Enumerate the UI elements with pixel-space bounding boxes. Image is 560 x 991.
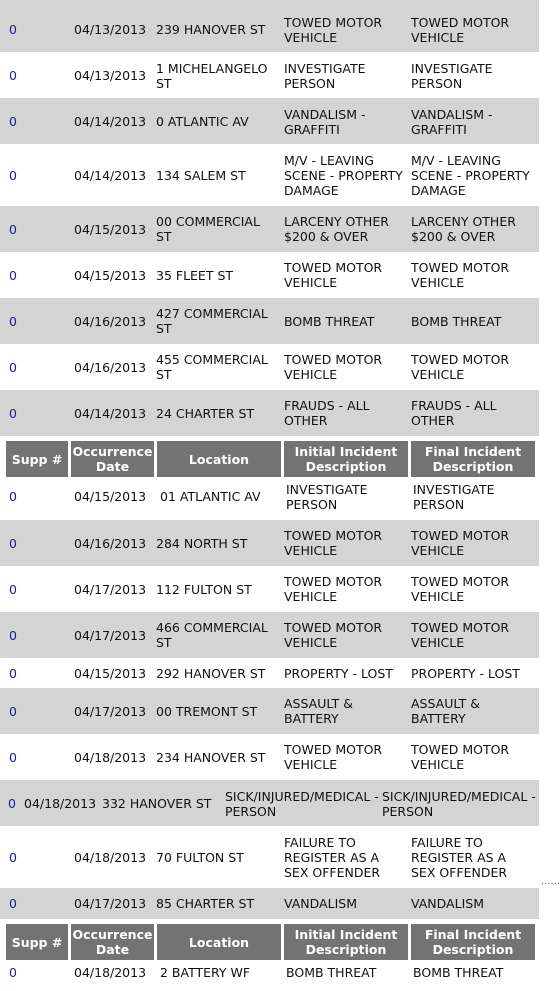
final-description: BOMB THREAT xyxy=(413,965,504,980)
initial-description: FAILURE TO REGISTER AS A SEX OFFENDER xyxy=(284,835,381,880)
final-description: VANDALISM - GRAFFITI xyxy=(411,107,493,137)
occurrence-date: 04/17/2013 xyxy=(74,582,147,597)
location: 466 COMMERCIAL ST xyxy=(156,620,268,650)
table-row xyxy=(0,98,539,144)
header-initial-description: Initial Incident Description xyxy=(284,924,408,960)
table-row xyxy=(0,52,539,98)
location: 85 CHARTER ST xyxy=(156,896,255,911)
initial-description: TOWED MOTOR VEHICLE xyxy=(284,574,383,604)
location: 284 NORTH ST xyxy=(156,536,248,551)
location: 70 FULTON ST xyxy=(156,850,244,865)
final-description: FAILURE TO REGISTER AS A SEX OFFENDER xyxy=(411,835,508,880)
initial-description: TOWED MOTOR VEHICLE xyxy=(284,15,383,45)
header-final-description: Final Incident Description xyxy=(411,924,535,960)
initial-description: TOWED MOTOR VEHICLE xyxy=(284,528,383,558)
table-row xyxy=(0,390,539,436)
initial-description: FRAUDS - ALL OTHER xyxy=(284,398,370,428)
overflow-marker: ...... xyxy=(541,876,560,887)
location: 427 COMMERCIAL ST xyxy=(156,306,268,336)
location: 35 FLEET ST xyxy=(156,268,234,283)
initial-description: VANDALISM xyxy=(284,896,357,911)
occurrence-date: 04/13/2013 xyxy=(74,22,147,37)
final-description: SICK/INJURED/MEDICAL - PERSON xyxy=(382,789,536,819)
table-header xyxy=(0,924,539,960)
initial-description: TOWED MOTOR VEHICLE xyxy=(284,620,383,650)
location: 00 COMMERCIAL ST xyxy=(156,214,260,244)
header-supp: Supp # xyxy=(6,441,68,477)
occurrence-date: 04/16/2013 xyxy=(74,314,147,329)
location: 01 ATLANTIC AV xyxy=(160,489,261,504)
occurrence-date: 04/15/2013 xyxy=(74,666,147,681)
occurrence-date: 04/18/2013 xyxy=(74,750,147,765)
header-supp: Supp # xyxy=(6,924,68,960)
location: 239 HANOVER ST xyxy=(156,22,266,37)
supp-number-link[interactable]: 0 xyxy=(9,628,17,643)
initial-description: LARCENY OTHER $200 & OVER xyxy=(284,214,389,244)
occurrence-date: 04/17/2013 xyxy=(74,704,147,719)
final-description: VANDALISM xyxy=(411,896,484,911)
occurrence-date: 04/15/2013 xyxy=(74,222,147,237)
final-description: TOWED MOTOR VEHICLE xyxy=(411,574,510,604)
occurrence-date: 04/14/2013 xyxy=(74,406,147,421)
table-header xyxy=(0,441,539,477)
final-description: INVESTIGATE PERSON xyxy=(411,61,493,91)
occurrence-date: 04/17/2013 xyxy=(74,896,147,911)
initial-description: PROPERTY - LOST xyxy=(284,666,393,681)
supp-number-link[interactable]: 0 xyxy=(9,68,17,83)
supp-number-link[interactable]: 0 xyxy=(9,965,17,980)
table-row xyxy=(0,734,539,780)
location: 0 ATLANTIC AV xyxy=(156,114,249,129)
location: 332 HANOVER ST xyxy=(102,796,212,811)
final-description: TOWED MOTOR VEHICLE xyxy=(411,620,510,650)
header-location: Location xyxy=(157,924,281,960)
table-row xyxy=(0,688,539,734)
final-description: TOWED MOTOR VEHICLE xyxy=(411,352,510,382)
initial-description: SICK/INJURED/MEDICAL - PERSON xyxy=(225,789,379,819)
occurrence-date: 04/14/2013 xyxy=(74,114,147,129)
final-description: M/V - LEAVING SCENE - PROPERTY DAMAGE xyxy=(411,153,530,198)
location: 00 TREMONT ST xyxy=(156,704,258,719)
supp-number-link[interactable]: 0 xyxy=(9,314,17,329)
table-row xyxy=(0,566,539,612)
occurrence-date: 04/18/2013 xyxy=(24,796,97,811)
final-description: TOWED MOTOR VEHICLE xyxy=(411,528,510,558)
occurrence-date: 04/14/2013 xyxy=(74,168,147,183)
occurrence-date: 04/17/2013 xyxy=(74,628,147,643)
table-row xyxy=(0,520,539,566)
table-row xyxy=(0,144,539,206)
initial-description: ASSAULT & BATTERY xyxy=(284,696,353,726)
final-description: FRAUDS - ALL OTHER xyxy=(411,398,497,428)
occurrence-date: 04/13/2013 xyxy=(74,68,147,83)
final-description: INVESTIGATE PERSON xyxy=(413,482,495,512)
final-description: BOMB THREAT xyxy=(411,314,502,329)
initial-description: INVESTIGATE PERSON xyxy=(286,482,368,512)
supp-number-link[interactable]: 0 xyxy=(9,896,17,911)
header-final-description: Final Incident Description xyxy=(411,441,535,477)
initial-description: INVESTIGATE PERSON xyxy=(284,61,366,91)
supp-number-link[interactable]: 0 xyxy=(9,114,17,129)
table-row xyxy=(0,826,539,888)
header-location: Location xyxy=(157,441,281,477)
supp-number-link[interactable]: 0 xyxy=(9,582,17,597)
table-row xyxy=(0,344,539,390)
initial-description: TOWED MOTOR VEHICLE xyxy=(284,742,383,772)
supp-number-link[interactable]: 0 xyxy=(9,406,17,421)
table-row xyxy=(0,206,539,252)
location: 455 COMMERCIAL ST xyxy=(156,352,268,382)
initial-description: M/V - LEAVING SCENE - PROPERTY DAMAGE xyxy=(284,153,403,198)
final-description: TOWED MOTOR VEHICLE xyxy=(411,260,510,290)
final-description: TOWED MOTOR VEHICLE xyxy=(411,15,510,45)
initial-description: TOWED MOTOR VEHICLE xyxy=(284,260,383,290)
location: 134 SALEM ST xyxy=(156,168,246,183)
header-initial-description: Initial Incident Description xyxy=(284,441,408,477)
occurrence-date: 04/18/2013 xyxy=(74,965,147,980)
supp-number-link[interactable]: 0 xyxy=(9,268,17,283)
occurrence-date: 04/16/2013 xyxy=(74,360,147,375)
location: 2 BATTERY WF xyxy=(160,965,251,980)
table-row xyxy=(0,888,539,919)
supp-number-link[interactable]: 0 xyxy=(9,750,17,765)
table-row xyxy=(0,478,539,520)
location: 1 MICHELANGELO ST xyxy=(156,61,268,91)
supp-number-link[interactable]: 0 xyxy=(9,850,17,865)
supp-number-link[interactable]: 0 xyxy=(9,536,17,551)
supp-number-link[interactable]: 0 xyxy=(9,222,17,237)
location: 24 CHARTER ST xyxy=(156,406,255,421)
final-description: TOWED MOTOR VEHICLE xyxy=(411,742,510,772)
occurrence-date: 04/16/2013 xyxy=(74,536,147,551)
final-description: LARCENY OTHER $200 & OVER xyxy=(411,214,516,244)
initial-description: TOWED MOTOR VEHICLE xyxy=(284,352,383,382)
supp-number-link[interactable]: 0 xyxy=(9,666,17,681)
initial-description: VANDALISM - GRAFFITI xyxy=(284,107,366,137)
table-row xyxy=(0,252,539,298)
header-occurrence-date: Occurrence Date xyxy=(71,441,154,477)
initial-description: BOMB THREAT xyxy=(286,965,377,980)
supp-number-link[interactable]: 0 xyxy=(9,489,17,504)
supp-number-link[interactable]: 0 xyxy=(9,704,17,719)
supp-number-link[interactable]: 0 xyxy=(9,360,17,375)
supp-number-link[interactable]: 0 xyxy=(9,22,17,37)
supp-number-link[interactable]: 0 xyxy=(8,796,16,811)
final-description: ASSAULT & BATTERY xyxy=(411,696,480,726)
table-row xyxy=(0,298,539,344)
table-row xyxy=(0,0,539,52)
table-row xyxy=(0,961,539,991)
table-row xyxy=(0,780,539,826)
table-row xyxy=(0,612,539,658)
occurrence-date: 04/15/2013 xyxy=(74,268,147,283)
location: 112 FULTON ST xyxy=(156,582,252,597)
final-description: PROPERTY - LOST xyxy=(411,666,520,681)
location: 234 HANOVER ST xyxy=(156,750,266,765)
supp-number-link[interactable]: 0 xyxy=(9,168,17,183)
table-row xyxy=(0,658,539,688)
location: 292 HANOVER ST xyxy=(156,666,266,681)
occurrence-date: 04/18/2013 xyxy=(74,850,147,865)
initial-description: BOMB THREAT xyxy=(284,314,375,329)
occurrence-date: 04/15/2013 xyxy=(74,489,147,504)
header-occurrence-date: Occurrence Date xyxy=(71,924,154,960)
